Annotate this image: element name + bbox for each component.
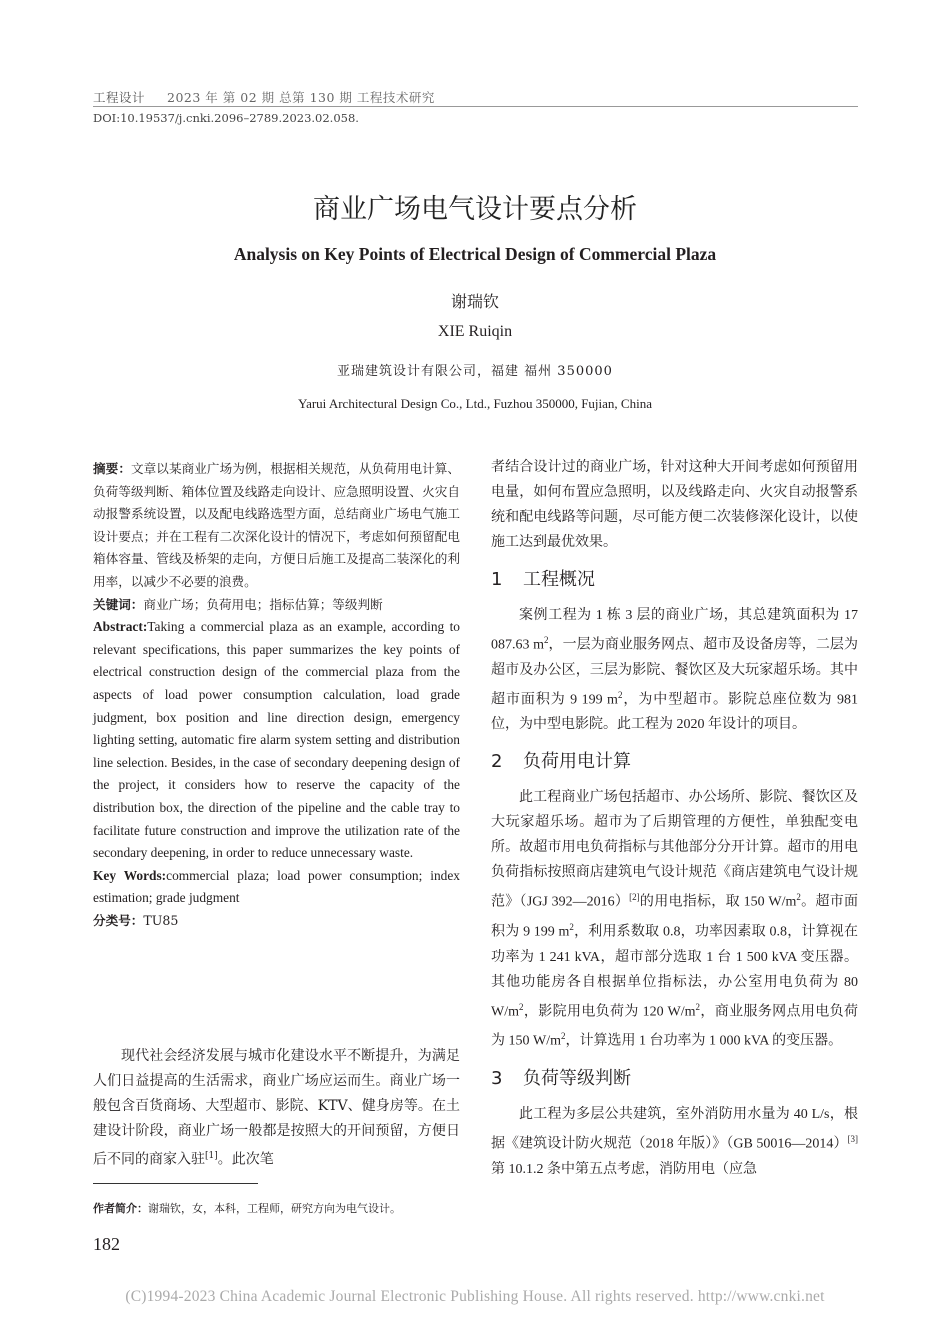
abstract-english — [93, 616, 460, 865]
keywords-en-text: commercial plaza; load power consumption; index estimation; grade judgment — [93, 867, 460, 906]
section-title: 负荷等级判断 — [523, 1067, 631, 1089]
affiliation: 亚瑞建筑设计有限公司，福建 福州 350000 — [337, 364, 613, 379]
abstract-column — [93, 458, 460, 932]
citation[interactable]: [1] — [205, 1151, 218, 1161]
header-rule — [93, 106, 858, 107]
journal-name: 工程设计 — [93, 90, 146, 105]
classification-label: 分类号： — [93, 912, 144, 928]
right-column — [491, 455, 858, 1182]
footnote-rule — [93, 1183, 258, 1184]
section-heading-1 — [491, 567, 858, 593]
keywords-en-label: Key Words: — [93, 867, 167, 883]
continued-paragraph: 者结合设计过的商业广场，针对这种大开间考虑如何预留用电量，如何布置应急照明，以及线路走向、火灾自动报警系统和配电线路等问题，尽可能方便二次装修深化设计，以使施工达到最优效果。 — [491, 459, 858, 550]
abstract-text: 文章以某商业广场为例，根据相关规范，从负荷用电计算、负荷等级判断、箱体位置及线路走向设计、应急照明设置、火灾自动报警系统设置，以及配电线路选型方面，总结商业广场电气施工设计要点；并在工程有二次深化设计的情况下，考虑如何预留配电箱体容量、管线及桥架的走向，方便日后施工及提高二装深化的利用率，以减少不必要的浪费。 — [93, 461, 461, 589]
keywords — [93, 594, 460, 617]
citation[interactable]: [2] — [629, 892, 640, 903]
abstract-en-label: Abstract: — [93, 619, 148, 635]
page-number: 182 — [93, 1234, 120, 1254]
keywords-label: 关键词： — [93, 596, 144, 612]
classification-text: TU85 — [143, 912, 179, 928]
title-english: Analysis on Key Points of Electrical Design of Commercial Plaza — [233, 244, 717, 264]
keywords-english — [93, 865, 460, 910]
doi[interactable]: DOI:10.19537/j.cnki.2096–2789.2023.02.058. — [93, 111, 359, 125]
keywords-text: 商业广场；负荷用电；指标估算；等级判断 — [143, 596, 383, 612]
citation[interactable]: [3] — [847, 1133, 858, 1144]
section-title: 工程概况 — [523, 569, 595, 590]
footnote — [93, 1200, 401, 1216]
abstract — [93, 458, 460, 594]
section-heading-2 — [491, 749, 858, 775]
running-header — [93, 88, 435, 106]
footnote-label: 作者简介： — [93, 1202, 148, 1215]
section-number: 1 — [491, 569, 503, 590]
author: 谢瑞钦 — [450, 292, 499, 311]
section-3-paragraph: 此工程为多层公共建筑，室外消防用水量为 40 L/s，根据《建筑设计防火规范（2018 年版）》（GB 50016—2014）[3]第 10.1.2 条中第五点考虑，消防用电（应急 — [491, 1106, 858, 1177]
classification — [93, 910, 460, 933]
section-number: 3 — [491, 1067, 503, 1089]
issue-info: 2023 年 第 02 期 总第 130 期 工程技术研究 — [167, 90, 435, 105]
intro-tail: 。此次笔 — [217, 1151, 274, 1168]
intro-paragraph — [93, 1044, 460, 1173]
intro-text: 现代社会经济发展与城市化建设水平不断提升，为满足人们日益提高的生活需求，商业广场应运而生。商业广场一般包含百货商场、大型超市、影院、KTV、健身房等。在土建设计阶段，商业广场一般都是按照大的开间预留，方便日后不同的商家入驻 — [93, 1048, 460, 1168]
section-2-paragraph: 此工程商业广场包括超市、办公场所、影院、餐饮区及大玩家超乐场。超市为了后期管理的方便性，单独配变电所。故超市用电负荷指标与其他部分分开计算。超市的用电负荷指标按照商店建筑电气设计规范《商店建筑电气设计规范》（JGJ 392—2016）[2]的用电指标，取 150 $W/m^2$。超市面积为 9 199 $m^2$，利用系数取 0.8，功率因素取 0.8，计算视在功率为 1 241 kVA，超市部分选取 1 台 1 500 kVA 变压器。其他功能房各自根据单位指标法，办公室用电负荷为 80 $W/m^2$，影院用电负荷为 120 $W/m^2$，商业服务网点用电负荷为 150 $W/m^2$，计算选用 1 台功率为 1 000 kVA 的变压器。 — [491, 790, 859, 1049]
abstract-en-text: Taking a commercial plaza as an example, according to relevant specifications, this paper summarizes the key points of electrical construction design of the commercial plaza from the aspects of load power consumption calculation, load grade judgment, box position and line direction design, emergency lighting setting, automatic fire alarm system setting and distribution line selection. Besides, in the case of secondary deepening design of the project, it considers how to reserve the capacity of the distribution box, the direction of the pipeline and the cable tray to facilitate future construction and improve the utilization rate of the secondary deepening, in order to reduce unnecessary waste. — [93, 619, 460, 861]
footnote-text: 谢瑞钦，女，本科，工程师，研究方向为电气设计。 — [148, 1202, 401, 1215]
section-1-paragraph: 案例工程为 1 栋 3 层的商业广场，其总建筑面积为 17 087.63 $m^2$，一层为商业服务网点、超市及设备房等，二层为超市及办公区，三层为影院、餐饮区及大玩家超乐场。其中超市面积为 9 199 $m^2$，为中型超市。影院总座位数为 981 位，为中型电影院。此工程为 2020 年设计的项目。 — [491, 608, 859, 733]
section-heading-3 — [491, 1066, 858, 1092]
abstract-label: 摘要： — [93, 461, 131, 476]
page-title: 商业广场电气设计要点分析 — [313, 194, 637, 225]
section-title: 负荷用电计算 — [523, 751, 631, 773]
copyright-footer: (C)1994-2023 China Academic Journal Electronic Publishing House. All rights reserved. http://www.cnki.net — [125, 1288, 825, 1305]
author-english: XIE Ruiqin — [437, 323, 513, 340]
affiliation-english: Yarui Architectural Design Co., Ltd., Fuzhou 350000, Fujian, China — [298, 396, 652, 411]
section-number: 2 — [491, 751, 503, 773]
